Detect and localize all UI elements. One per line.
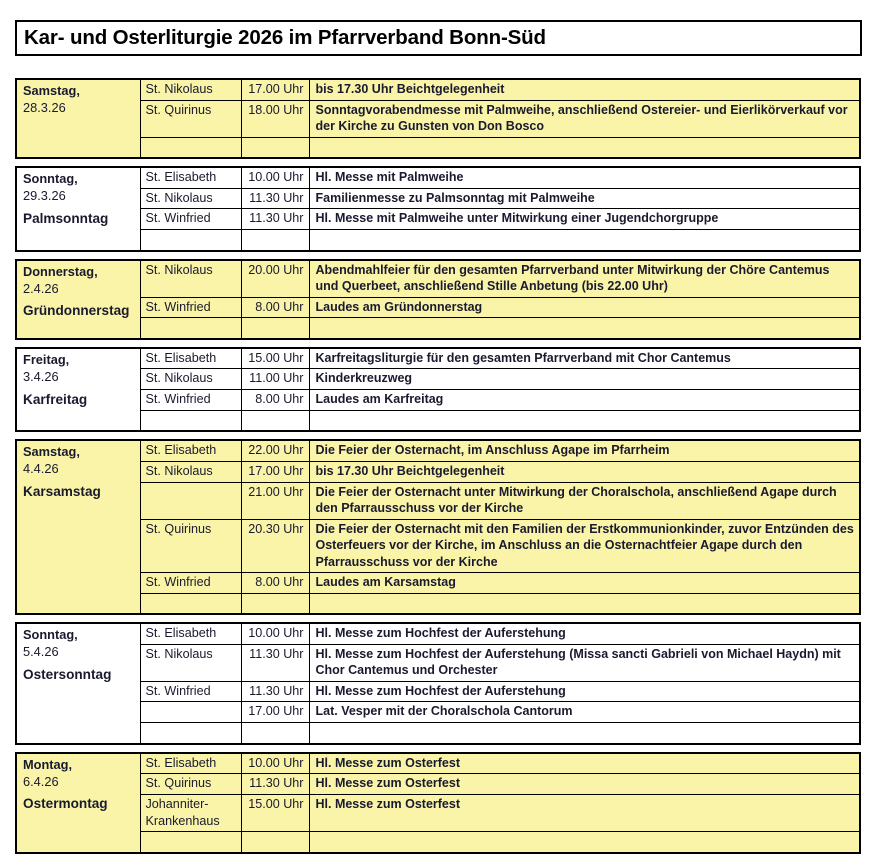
table-row xyxy=(16,297,860,318)
time-cell: 8.00 Uhr xyxy=(241,573,309,594)
table-row xyxy=(16,79,860,100)
filler-cell xyxy=(241,410,309,431)
day-cell xyxy=(16,440,140,614)
table-row-filler xyxy=(16,318,860,339)
time-cell: 21.00 Uhr xyxy=(241,482,309,519)
day-weekday: Samstag, xyxy=(23,444,80,460)
day-weekday: Sonntag, xyxy=(23,171,78,187)
church-cell: St. Quirinus xyxy=(140,100,241,137)
church-cell: Johanniter-Krankenhaus xyxy=(140,794,241,831)
time-cell: 22.00 Uhr xyxy=(241,440,309,461)
time-cell: 11.00 Uhr xyxy=(241,369,309,390)
description-cell: Hl. Messe zum Hochfest der Auferstehung (Missa sancti Gabrieli von Michael Haydn) mit Chor Cantemus und Orchester xyxy=(309,644,860,681)
table-row-filler xyxy=(16,410,860,431)
filler-cell xyxy=(309,723,860,744)
time-cell: 17.00 Uhr xyxy=(241,702,309,723)
time-cell: 15.00 Uhr xyxy=(241,794,309,831)
time-cell: 11.30 Uhr xyxy=(241,188,309,209)
table-row xyxy=(16,440,860,461)
time-cell: 11.30 Uhr xyxy=(241,681,309,702)
table-row xyxy=(16,209,860,230)
filler-cell xyxy=(241,230,309,251)
time-cell: 11.30 Uhr xyxy=(241,644,309,681)
day-date: 29.3.26 xyxy=(23,188,66,204)
day-cell xyxy=(16,260,140,339)
church-cell: St. Nikolaus xyxy=(140,644,241,681)
church-cell: St. Winfried xyxy=(140,209,241,230)
church-cell: St. Winfried xyxy=(140,390,241,411)
page-title: Kar- und Osterliturgie 2026 im Pfarrverband Bonn-Süd xyxy=(24,26,546,49)
description-cell: Hl. Messe mit Palmweihe unter Mitwirkung einer Jugendchorgruppe xyxy=(309,209,860,230)
church-cell: St. Nikolaus xyxy=(140,188,241,209)
day-weekday: Freitag, xyxy=(23,351,70,367)
table-row xyxy=(16,461,860,482)
church-cell: St. Elisabeth xyxy=(140,348,241,369)
time-cell: 8.00 Uhr xyxy=(241,390,309,411)
day-weekday: Donnerstag, xyxy=(23,263,98,279)
time-cell: 17.00 Uhr xyxy=(241,461,309,482)
table-row xyxy=(16,753,860,774)
day-date: 2.4.26 xyxy=(23,280,59,296)
time-cell: 10.00 Uhr xyxy=(241,623,309,644)
filler-cell xyxy=(309,318,860,339)
table-row xyxy=(16,794,860,831)
description-cell: Die Feier der Osternacht mit den Familien der Erstkommunionkinder, zuvor Entzünden des Osterfeuers vor der Kirche, im Anschluss an die Osternachtfeier Agape durch den Pfarrausschuss vor der Kirche xyxy=(309,519,860,573)
time-cell: 10.00 Uhr xyxy=(241,753,309,774)
schedule-section xyxy=(15,622,861,744)
table-row xyxy=(16,573,860,594)
description-cell: Sonntagvorabendmesse mit Palmweihe, anschließend Ostereier- und Eierlikörverkauf vor der Kirche zu Gunsten von Don Bosco xyxy=(309,100,860,137)
day-cell xyxy=(16,623,140,743)
time-cell: 20.30 Uhr xyxy=(241,519,309,573)
filler-cell xyxy=(241,723,309,744)
time-cell: 18.00 Uhr xyxy=(241,100,309,137)
filler-cell xyxy=(241,593,309,614)
table-row xyxy=(16,482,860,519)
church-cell: St. Quirinus xyxy=(140,519,241,573)
church-cell: St. Elisabeth xyxy=(140,623,241,644)
day-cell xyxy=(16,753,140,853)
table-row xyxy=(16,369,860,390)
filler-cell xyxy=(140,318,241,339)
day-date: 28.3.26 xyxy=(23,99,66,115)
church-cell: St. Winfried xyxy=(140,573,241,594)
table-row-filler xyxy=(16,137,860,158)
time-cell: 8.00 Uhr xyxy=(241,297,309,318)
church-cell xyxy=(140,482,241,519)
filler-cell xyxy=(140,410,241,431)
day-cell xyxy=(16,167,140,250)
day-feast: Gründonnerstag xyxy=(23,303,130,319)
day-weekday: Sonntag, xyxy=(23,627,78,643)
day-feast: Palmsonntag xyxy=(23,211,109,226)
description-cell: Karfreitagsliturgie für den gesamten Pfarrverband mit Chor Cantemus xyxy=(309,348,860,369)
table-row xyxy=(16,390,860,411)
schedule-section xyxy=(15,166,861,251)
table-row xyxy=(16,167,860,188)
description-cell: Hl. Messe zum Osterfest xyxy=(309,753,860,774)
filler-cell xyxy=(309,137,860,158)
description-cell: Familienmesse zu Palmsonntag mit Palmweihe xyxy=(309,188,860,209)
day-feast: Ostersonntag xyxy=(23,667,112,683)
schedule-section xyxy=(15,259,861,340)
table-row xyxy=(16,519,860,573)
table-row xyxy=(16,348,860,369)
filler-cell xyxy=(140,832,241,853)
day-date: 5.4.26 xyxy=(23,644,59,660)
description-cell: Die Feier der Osternacht, im Anschluss Agape im Pfarrheim xyxy=(309,440,860,461)
day-feast: Karfreitag xyxy=(23,391,88,407)
church-cell: St. Quirinus xyxy=(140,774,241,795)
description-cell: bis 17.30 Uhr Beichtgelegenheit xyxy=(309,79,860,100)
church-cell: St. Nikolaus xyxy=(140,461,241,482)
table-row xyxy=(16,188,860,209)
filler-cell xyxy=(241,137,309,158)
schedule-section xyxy=(15,347,861,432)
time-cell: 10.00 Uhr xyxy=(241,167,309,188)
time-cell: 11.30 Uhr xyxy=(241,774,309,795)
description-cell: Die Feier der Osternacht unter Mitwirkung der Choralschola, anschließend Agape durch den Pfarrausschuss vor der Kirche xyxy=(309,482,860,519)
filler-cell xyxy=(241,832,309,853)
day-cell xyxy=(16,79,140,158)
time-cell: 11.30 Uhr xyxy=(241,209,309,230)
church-cell: St. Elisabeth xyxy=(140,167,241,188)
description-cell: Hl. Messe zum Hochfest der Auferstehung xyxy=(309,623,860,644)
description-cell: Laudes am Karsamstag xyxy=(309,573,860,594)
day-weekday: Montag, xyxy=(23,756,73,772)
description-cell: Laudes am Gründonnerstag xyxy=(309,297,860,318)
table-row xyxy=(16,774,860,795)
filler-cell xyxy=(241,318,309,339)
filler-cell xyxy=(140,230,241,251)
filler-cell xyxy=(140,593,241,614)
church-cell: St. Elisabeth xyxy=(140,440,241,461)
filler-cell xyxy=(309,832,860,853)
day-date: 6.4.26 xyxy=(23,773,59,789)
filler-cell xyxy=(309,593,860,614)
table-row xyxy=(16,260,860,298)
church-cell: St. Nikolaus xyxy=(140,260,241,298)
church-cell: St. Winfried xyxy=(140,297,241,318)
church-cell xyxy=(140,702,241,723)
day-date: 3.4.26 xyxy=(23,368,59,384)
description-cell: Hl. Messe mit Palmweihe xyxy=(309,167,860,188)
schedule-section xyxy=(15,439,861,615)
church-cell: St. Nikolaus xyxy=(140,369,241,390)
description-cell: Laudes am Karfreitag xyxy=(309,390,860,411)
church-cell: St. Elisabeth xyxy=(140,753,241,774)
description-cell: Lat. Vesper mit der Choralschola Cantorum xyxy=(309,702,860,723)
time-cell: 20.00 Uhr xyxy=(241,260,309,298)
day-date: 4.4.26 xyxy=(23,461,59,477)
day-feast: Karsamstag xyxy=(23,484,101,500)
filler-cell xyxy=(309,410,860,431)
schedule-section xyxy=(15,752,861,854)
schedule-sections xyxy=(15,78,862,854)
schedule-section xyxy=(15,78,861,159)
description-cell: Hl. Messe zum Hochfest der Auferstehung xyxy=(309,681,860,702)
table-row xyxy=(16,100,860,137)
table-row-filler xyxy=(16,723,860,744)
filler-cell xyxy=(309,230,860,251)
description-cell: Hl. Messe zum Osterfest xyxy=(309,774,860,795)
day-feast: Ostermontag xyxy=(23,796,108,812)
description-cell: Abendmahlfeier für den gesamten Pfarrverband unter Mitwirkung der Chöre Cantemus und Querbeet, anschließend Stille Anbetung (bis 22.00 Uhr) xyxy=(309,260,860,298)
time-cell: 17.00 Uhr xyxy=(241,79,309,100)
table-row-filler xyxy=(16,230,860,251)
filler-cell xyxy=(140,137,241,158)
table-row xyxy=(16,644,860,681)
church-cell: St. Winfried xyxy=(140,681,241,702)
table-row xyxy=(16,681,860,702)
day-weekday: Samstag, xyxy=(23,83,80,98)
table-row-filler xyxy=(16,832,860,853)
church-cell: St. Nikolaus xyxy=(140,79,241,100)
time-cell: 15.00 Uhr xyxy=(241,348,309,369)
description-cell: bis 17.30 Uhr Beichtgelegenheit xyxy=(309,461,860,482)
filler-cell xyxy=(140,723,241,744)
day-cell xyxy=(16,348,140,431)
page-title-box xyxy=(15,20,862,56)
description-cell: Kinderkreuzweg xyxy=(309,369,860,390)
table-row xyxy=(16,702,860,723)
table-row-filler xyxy=(16,593,860,614)
description-cell: Hl. Messe zum Osterfest xyxy=(309,794,860,831)
table-row xyxy=(16,623,860,644)
